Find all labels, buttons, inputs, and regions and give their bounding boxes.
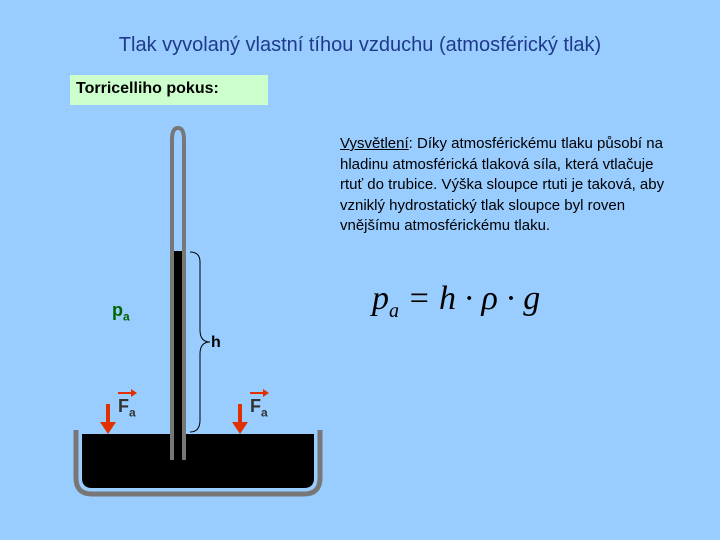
pressure-label: [112, 300, 130, 324]
height-brace: [190, 252, 210, 432]
experiment-label: Torricelliho pokus:: [70, 75, 268, 105]
mercury-column: [174, 251, 182, 460]
force-arrowhead-right: [232, 422, 248, 434]
mercury-basin-fill: [82, 434, 314, 488]
formula-lhs: p: [372, 280, 389, 317]
explanation-body: : Díky atmosférickému tlaku působí na hladinu atmosférická tlaková síla, která vtlačuje rtuť do trubice. Výška sloupce rtuti je taková, aby vzniklý hydrostatický tlak sloupce byl roven vnějšímu atmosférickému tlaku.: [340, 135, 665, 234]
formula-rhs: = h · ρ · g: [407, 280, 541, 317]
vector-arrow-icon: [250, 392, 264, 394]
height-label: h: [211, 334, 221, 351]
pressure-sub: a: [123, 309, 130, 324]
force-label-left: [118, 396, 136, 420]
force-symbol-right: F: [250, 396, 261, 416]
force-sub-left: a: [129, 405, 136, 420]
pressure-symbol: p: [112, 300, 123, 320]
page-title: Tlak vyvolaný vlastní tíhou vzduchu (atmosférický tlak): [118, 34, 602, 56]
formula-lhs-sub: a: [389, 300, 399, 322]
vector-arrow-icon: [118, 392, 132, 394]
explanation-lead: Vysvětlení: [340, 135, 409, 152]
force-label-right: [250, 396, 268, 420]
force-symbol-left: F: [118, 396, 129, 416]
force-arrowhead-left: [100, 422, 116, 434]
force-sub-right: a: [261, 405, 268, 420]
